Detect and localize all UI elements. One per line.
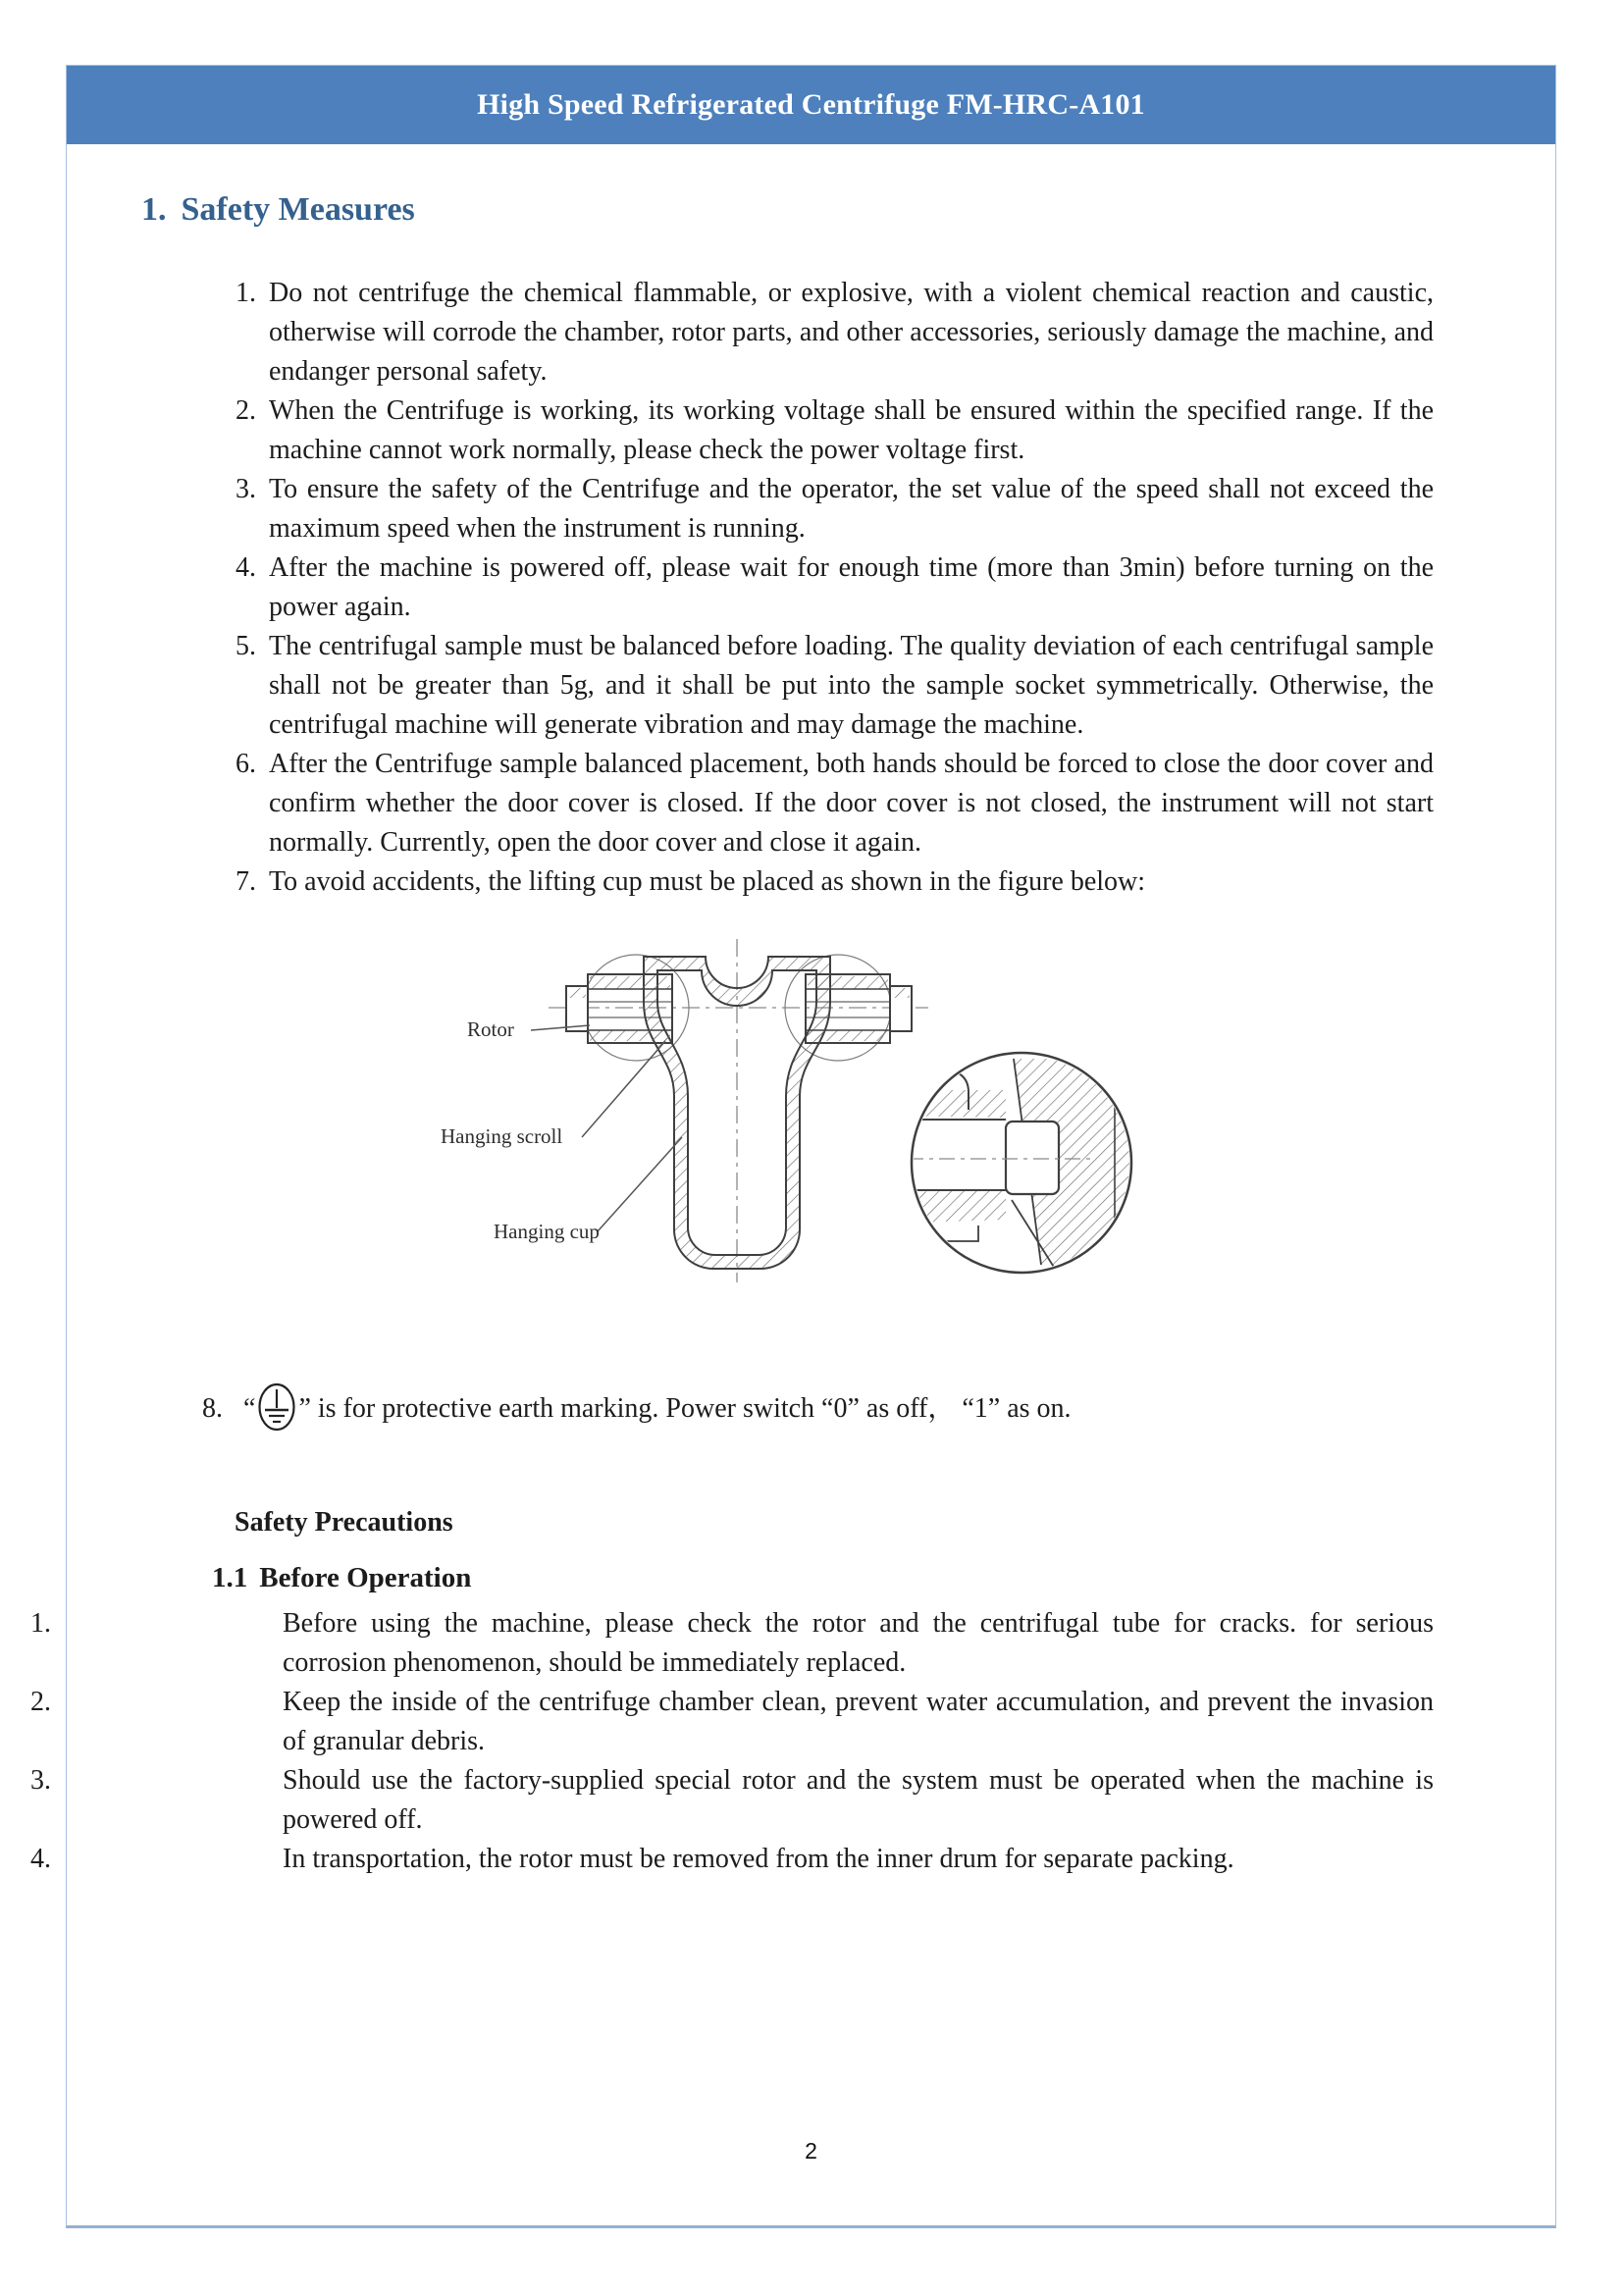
hanging-cup-label: Hanging cup (494, 1220, 600, 1243)
list-text: After the Centrifuge sample balanced placement, both hands should be forced to close the door cover and confirm whether the door cover is closed. If the door cover is not closed, the instrument will not start normally. Currently, open the door cover and close it again. (269, 749, 1434, 858)
safety-measure-item (236, 627, 1434, 745)
hanging-scroll-label: Hanging scroll (441, 1124, 563, 1148)
lifting-cup-figure (433, 935, 1143, 1332)
rotor-hanging-cup-drawing (433, 935, 1143, 1328)
safety-precautions-heading: Safety Precautions (235, 1507, 453, 1538)
before-operation-item (30, 1761, 1434, 1840)
before-operation-list (30, 1604, 1434, 1879)
rotor-label: Rotor (467, 1017, 514, 1041)
safety-measure-item (236, 391, 1434, 470)
list-number: 1. (30, 1608, 51, 1639)
list-number: 3. (236, 474, 256, 504)
list-text: Should use the factory-supplied special rotor and the system must be operated when the machine is powered off. (283, 1765, 1434, 1835)
hanging-scroll-leader-line (582, 1041, 665, 1137)
safety-measure-item (236, 470, 1434, 548)
list-text: Before using the machine, please check the rotor and the centrifugal tube for cracks. for serious corrosion phenomenon, should be immediately replaced. (283, 1608, 1434, 1678)
list-number: 2. (30, 1687, 51, 1717)
section-title: Safety Measures (181, 191, 415, 228)
list-text: Do not centrifuge the chemical flammable, or explosive, with a violent chemical reaction and caustic, otherwise will corrode the chamber, rotor parts, and other accessories, seriously damage the machine, and endanger personal safety. (269, 278, 1434, 387)
manual-page (30, 65, 1556, 2228)
list-number: 2. (236, 395, 256, 426)
list-number: 4. (30, 1844, 51, 1874)
earth-marking-note (202, 1382, 1555, 1433)
detail-view-contents (876, 1059, 1131, 1269)
list-number: 6. (236, 749, 256, 779)
open-quote: “ (243, 1393, 256, 1424)
list-text: The centrifugal sample must be balanced before loading. The quality deviation of each centrifugal sample shall not be greater than 5g, and it shall be put into the sample socket symmetrically. Otherwise, the centrifugal machine will generate vibration and may damage the machine. (269, 631, 1434, 740)
safety-measure-item (236, 548, 1434, 627)
list-text: To avoid accidents, the lifting cup must be placed as shown in the figure below: (269, 866, 1146, 897)
list-number: 5. (236, 631, 256, 661)
subsection-number: 1.1 (212, 1562, 248, 1593)
before-operation-heading (212, 1562, 1555, 1594)
list-number: 3. (30, 1765, 51, 1796)
list-number: 4. (236, 552, 256, 583)
list-text: In transportation, the rotor must be removed from the inner drum for separate packing. (283, 1844, 1234, 1874)
list-number: 1. (236, 278, 256, 308)
list-text: Keep the inside of the centrifuge chamber clean, prevent water accumulation, and prevent the invasion of granular debris. (283, 1687, 1434, 1756)
before-operation-item (30, 1683, 1434, 1761)
page-number: 2 (805, 2138, 817, 2164)
safety-measure-item (236, 274, 1434, 391)
section-heading (141, 191, 1555, 229)
list-text: After the machine is powered off, please wait for enough time (more than 3min) before turning on the power again. (269, 552, 1434, 622)
safety-measure-item (236, 745, 1434, 862)
section-number: 1. (141, 191, 167, 228)
page-header-title: High Speed Refrigerated Centrifuge FM-HRC-A101 (477, 88, 1145, 121)
subsection-title: Before Operation (259, 1562, 472, 1593)
list-text: To ensure the safety of the Centrifuge and the operator, the set value of the speed shall not exceed the maximum speed when the instrument is running. (269, 474, 1434, 544)
list-number: 8. (202, 1393, 223, 1424)
protective-earth-icon (257, 1382, 296, 1433)
list-text: When the Centrifuge is working, its working voltage shall be ensured within the specified range. If the machine cannot work normally, please check the power voltage first. (269, 395, 1434, 465)
before-operation-item (30, 1604, 1434, 1683)
hanging-cup-leader-line (598, 1137, 682, 1231)
before-operation-item (30, 1840, 1434, 1879)
earth-note-text: ” is for protective earth marking. Power switch “0” as off， “1” as on. (298, 1393, 1072, 1424)
list-number: 7. (236, 866, 256, 897)
safety-measures-list (236, 274, 1434, 902)
page-header-band (67, 66, 1555, 144)
safety-measure-item (236, 862, 1434, 902)
